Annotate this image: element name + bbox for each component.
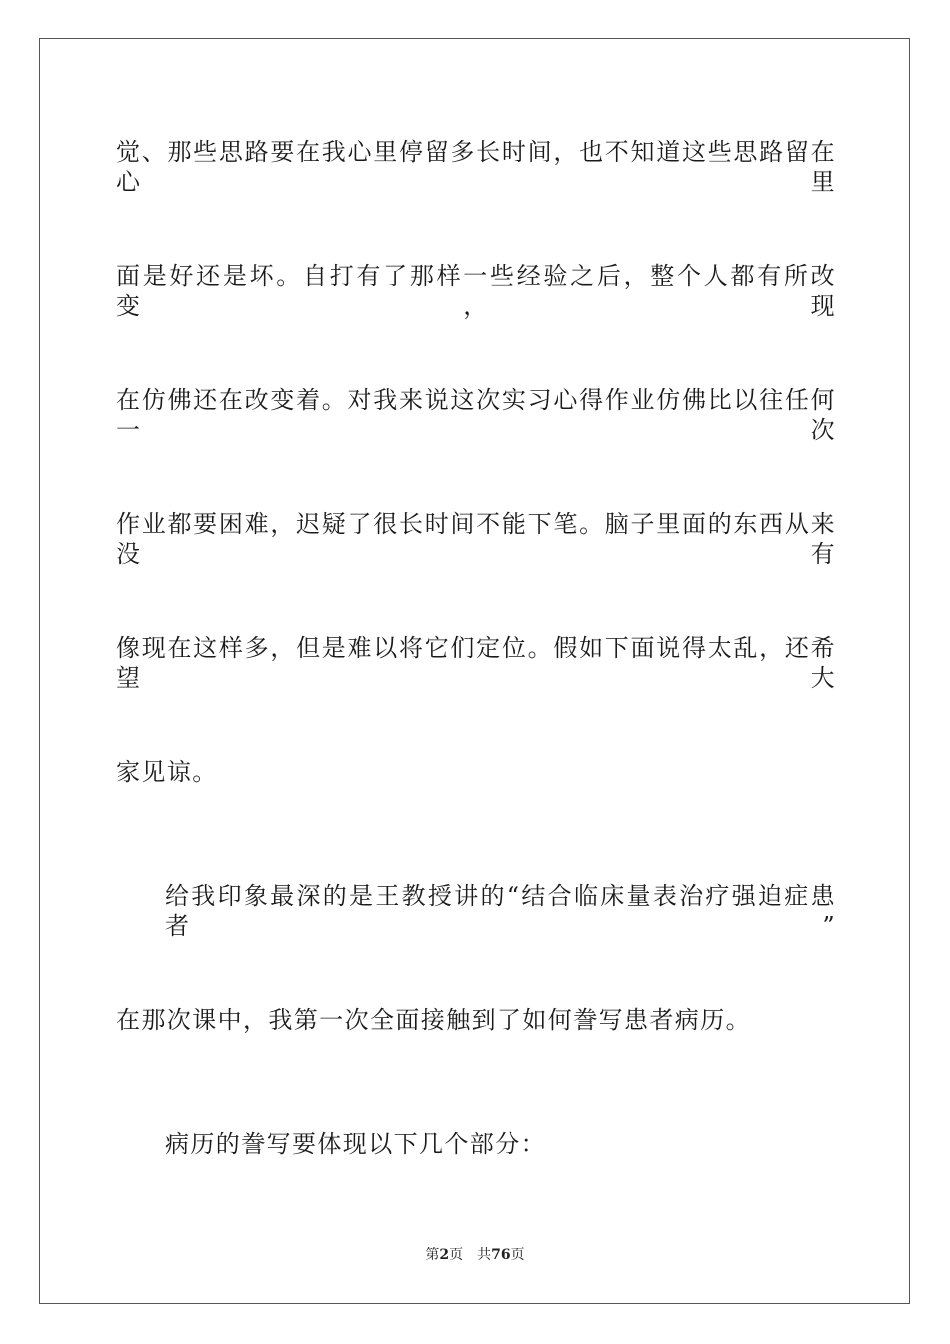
- body-line-1: 觉、那些思路要在我心里停留多长时间，也不知道这些思路留在心里: [116, 138, 836, 196]
- page-unit: 页: [449, 1247, 464, 1263]
- page-footer: [0, 1246, 950, 1264]
- body-line-8: 在那次课中，我第一次全面接触到了如何誊写患者病历。: [116, 1006, 751, 1034]
- total-pages: 76: [491, 1247, 511, 1263]
- body-line-5: 像现在这样多，但是难以将它们定位。假如下面说得太乱，还希望大: [116, 634, 836, 692]
- body-line-7: 给我印象最深的是王教授讲的“结合临床量表治疗强迫症患者”: [165, 882, 836, 940]
- body-line-3: 在仿佛还在改变着。对我来说这次实习心得作业仿佛比以往任何一次: [116, 386, 836, 444]
- page-prefix: 第: [425, 1247, 440, 1263]
- body-line-4: 作业都要困难，迟疑了很长时间不能下笔。脑子里面的东西从来没有: [116, 510, 836, 568]
- page-number: 2: [439, 1247, 450, 1263]
- body-line-9: 病历的誊写要体现以下几个部分：: [165, 1130, 546, 1158]
- body-line-6: 家见谅。: [116, 758, 218, 786]
- body-line-2: 面是好还是坏。自打有了那样一些经验之后，整个人都有所改变，现: [116, 262, 836, 320]
- total-prefix: 共: [477, 1247, 492, 1263]
- total-unit: 页: [510, 1247, 525, 1263]
